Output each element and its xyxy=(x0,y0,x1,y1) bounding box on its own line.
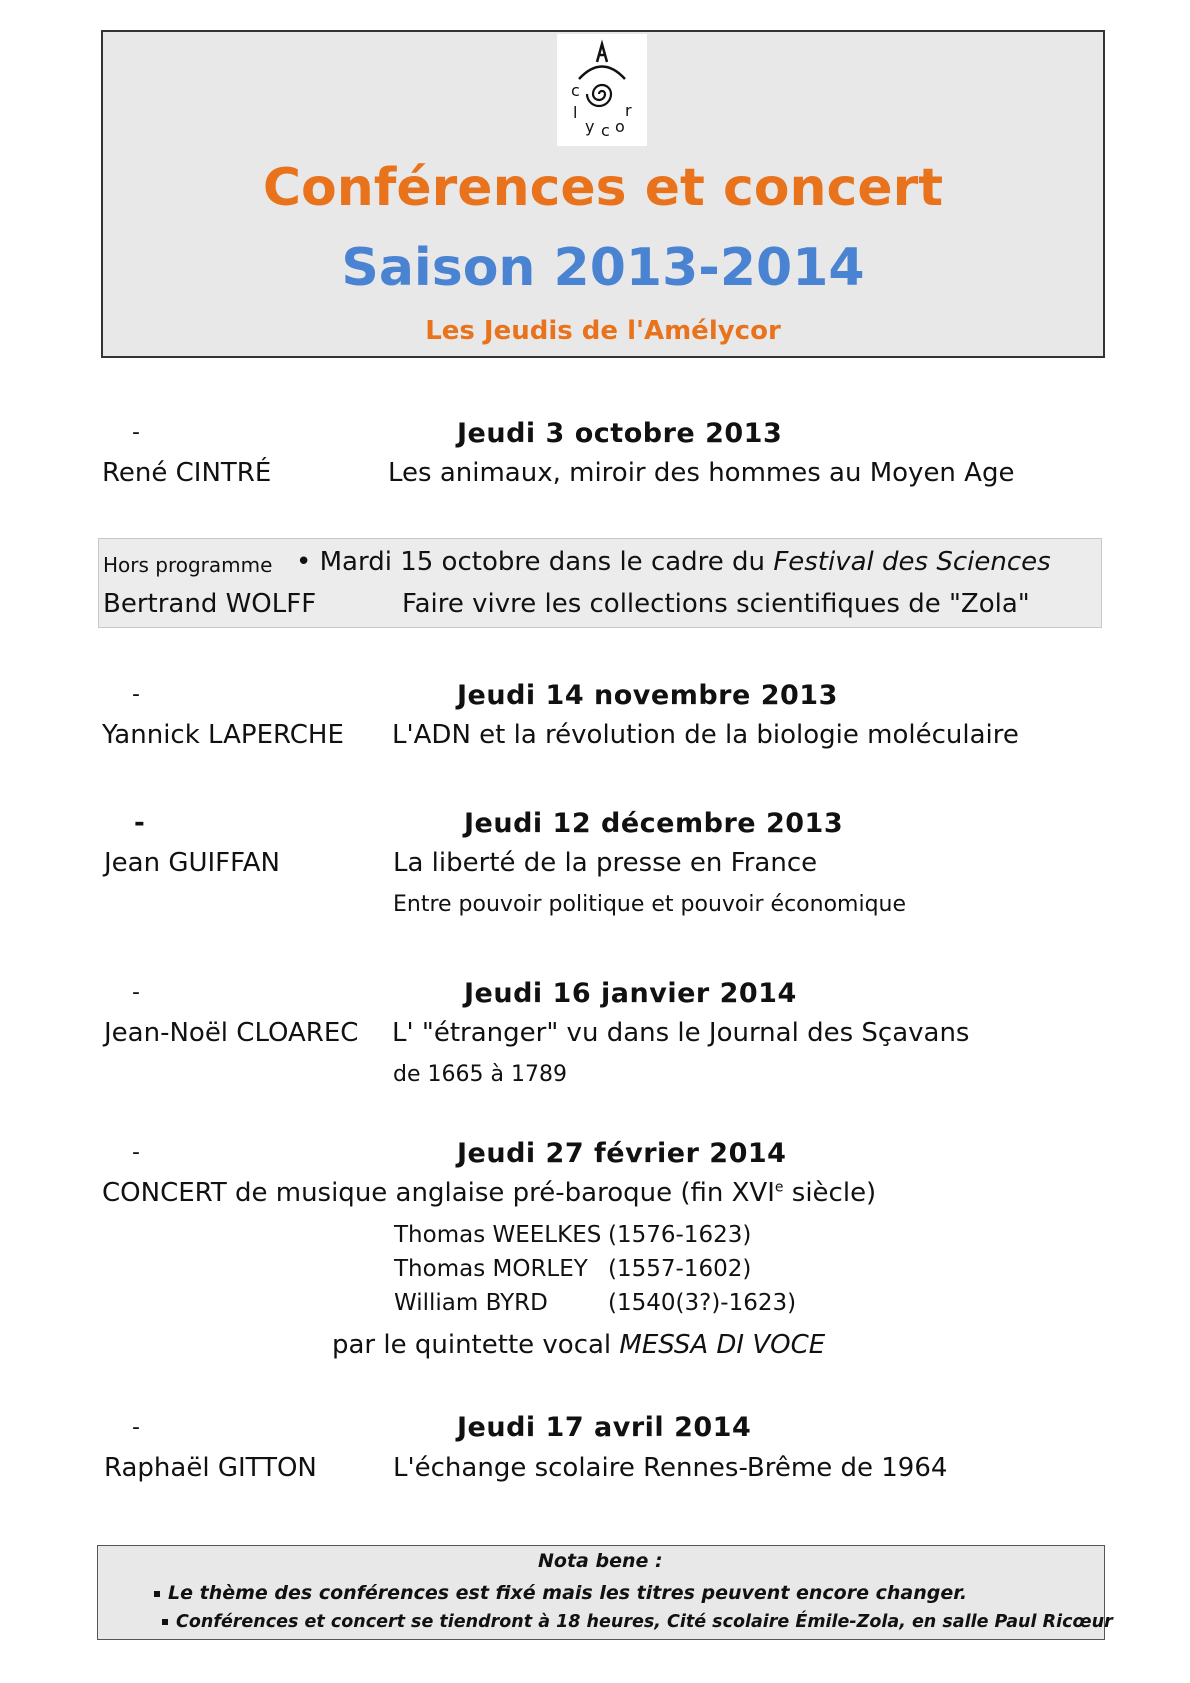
event-dash: - xyxy=(132,682,140,707)
nota-bene-item xyxy=(154,1582,967,1604)
hors-programme-speaker: Bertrand WOLFF xyxy=(103,589,317,619)
event-dash: - xyxy=(132,1415,140,1440)
event-speaker: Jean-Noël CLOAREC xyxy=(104,1018,359,1048)
event-topic: L'échange scolaire Rennes-Brême de 1964 xyxy=(393,1453,948,1483)
event-speaker: Raphaël GITTON xyxy=(104,1453,317,1483)
composer-name: William BYRD xyxy=(394,1290,548,1316)
svg-text:o: o xyxy=(615,117,625,136)
event-dash: - xyxy=(132,980,140,1005)
square-bullet-icon xyxy=(154,1591,160,1597)
composer-years: (1540(3?)-1623) xyxy=(608,1290,797,1316)
event-topic: L' "étranger" vu dans le Journal des Sçavans xyxy=(392,1018,970,1048)
event-date: Jeudi 27 février 2014 xyxy=(457,1138,787,1169)
square-bullet-icon xyxy=(162,1619,168,1625)
event-date: Jeudi 14 novembre 2013 xyxy=(457,680,838,711)
svg-text:c: c xyxy=(601,121,610,140)
hors-programme-date xyxy=(296,547,1051,577)
concert-title xyxy=(102,1178,876,1208)
event-dash: - xyxy=(132,1140,140,1165)
event-topic: La liberté de la presse en France xyxy=(393,848,818,878)
hors-programme-date-text: Mardi 15 octobre dans le cadre du xyxy=(319,547,774,577)
svg-text:y: y xyxy=(585,117,595,136)
concert-title-superscript: e xyxy=(774,1179,784,1196)
svg-text:l: l xyxy=(573,103,578,122)
event-dash: - xyxy=(134,808,145,838)
event-date: Jeudi 16 janvier 2014 xyxy=(464,978,797,1009)
nota-bene-item-text: Conférences et concert se tiendront à 18 heures, Cité scolaire Émile-Zola, en salle Paul Ricœur xyxy=(176,1612,1113,1632)
concert-title-end: siècle) xyxy=(783,1178,877,1208)
event-dash: - xyxy=(132,420,140,445)
nota-bene-item-text: Le thème des conférences est fixé mais les titres peuvent encore changer. xyxy=(168,1582,968,1604)
event-topic: Les animaux, miroir des hommes au Moyen Age xyxy=(388,458,1015,488)
event-speaker: Yannick LAPERCHE xyxy=(102,720,344,750)
event-date: Jeudi 17 avril 2014 xyxy=(457,1412,752,1443)
ensemble-name: MESSA DI VOCE xyxy=(619,1330,826,1360)
event-speaker: René CINTRÉ xyxy=(102,458,272,488)
amelycor-logo xyxy=(557,34,647,146)
nota-bene-title: Nota bene : xyxy=(538,1550,663,1572)
svg-text:r: r xyxy=(625,101,632,120)
composer-years: (1557-1602) xyxy=(608,1256,752,1282)
event-subtopic: Entre pouvoir politique et pouvoir économique xyxy=(393,892,907,917)
event-subtopic: de 1665 à 1789 xyxy=(393,1062,567,1087)
composer-name: Thomas WEELKES xyxy=(394,1222,602,1248)
svg-text:c: c xyxy=(571,81,580,100)
event-date: Jeudi 3 octobre 2013 xyxy=(457,418,783,449)
page-title: Conférences et concert xyxy=(262,158,944,218)
nota-bene-item xyxy=(162,1612,1113,1632)
subtitle: Les Jeudis de l'Amélycor xyxy=(425,316,781,346)
bullet: • xyxy=(296,547,312,577)
hors-programme-topic: Faire vivre les collections scientifiques de "Zola" xyxy=(402,589,1030,619)
concert-by-text: par le quintette vocal xyxy=(332,1330,620,1360)
hors-programme-label: Hors programme xyxy=(103,553,273,577)
composer-name: Thomas MORLEY xyxy=(394,1256,588,1282)
event-speaker: Jean GUIFFAN xyxy=(104,848,280,878)
concert-ensemble-line xyxy=(332,1330,825,1360)
event-topic: L'ADN et la révolution de la biologie moléculaire xyxy=(392,720,1019,750)
concert-title-start: CONCERT de musique anglaise pré-baroque (fin XVI xyxy=(102,1178,775,1208)
festival-name: Festival des Sciences xyxy=(773,547,1051,577)
composer-years: (1576-1623) xyxy=(608,1222,752,1248)
event-date: Jeudi 12 décembre 2013 xyxy=(464,808,844,839)
season-title: Saison 2013-2014 xyxy=(341,238,865,298)
spiral-logo-icon xyxy=(557,34,647,146)
